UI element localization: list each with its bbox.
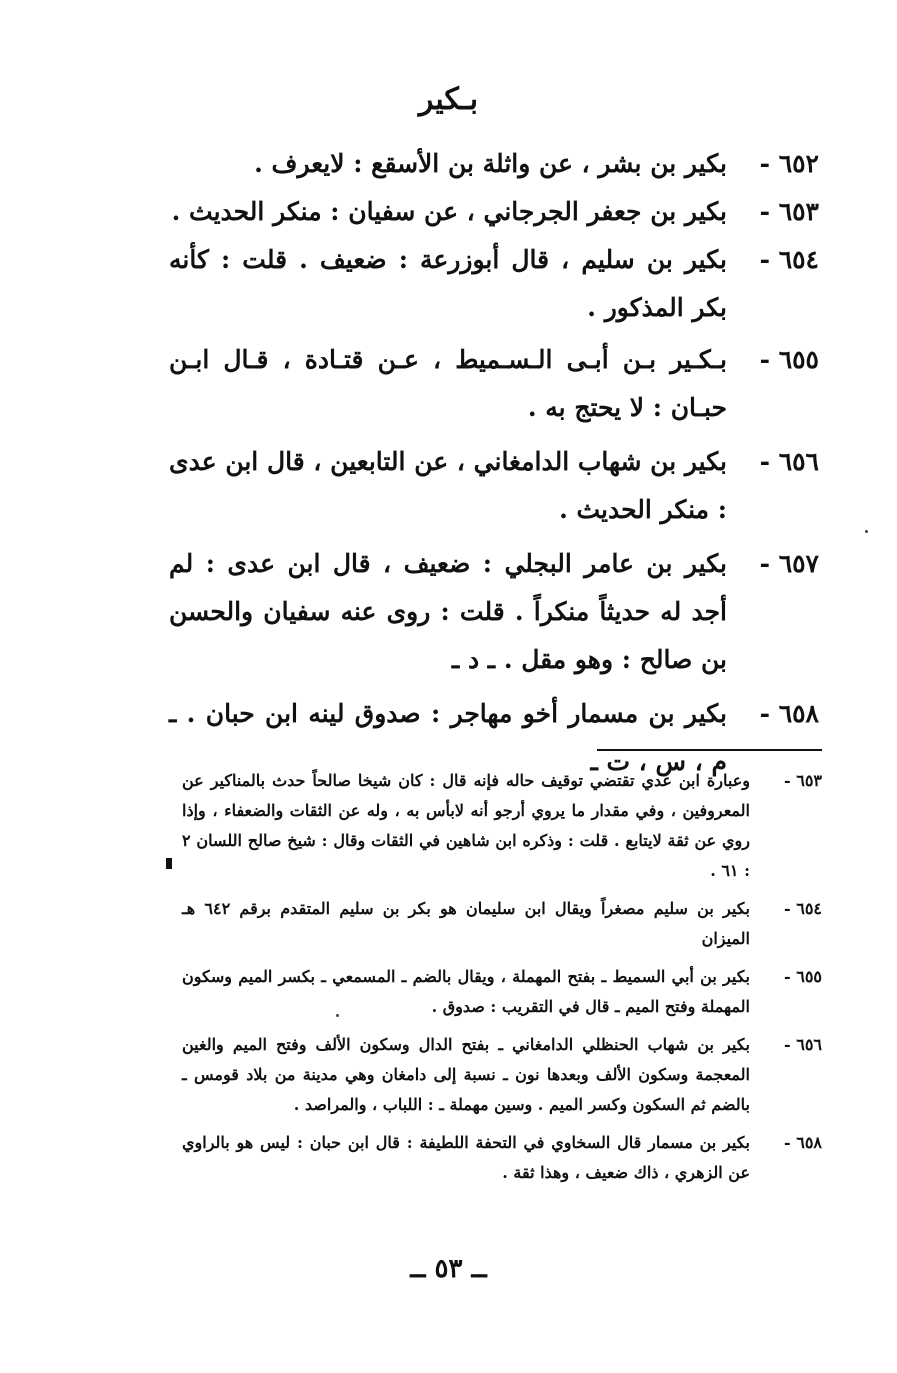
footnotes (182, 766, 822, 1196)
entry-number: ٦٥٦ - (759, 447, 819, 476)
entry-652 (169, 140, 819, 188)
footnote-number: ٦٥٦ - (784, 1035, 822, 1054)
footnote-658 (182, 1128, 822, 1188)
entry-653 (169, 188, 819, 236)
entry-number: ٦٥٣ - (759, 197, 819, 226)
entry-number: ٦٥٥ - (759, 345, 819, 374)
ink-speck (865, 530, 868, 533)
entry-656 (169, 438, 819, 534)
entry-number: ٦٥٤ - (759, 245, 819, 274)
footnote-653 (182, 766, 822, 886)
entry-number: ٦٥٧ - (759, 549, 819, 578)
footnote-number: ٦٥٤ - (784, 899, 822, 918)
ink-mark (166, 858, 172, 869)
entry-text: بكير بن مسمار أخو مهاجر : صدوق لينه ابن حبان . ـ م ، س ، ت ـ (169, 699, 727, 776)
entry-text: بكير بن سليم ، قال أبوزرعة : ضعيف . قلت : كأنه بكر المذكور . (169, 245, 727, 322)
entry-number: ٦٥٨ - (759, 699, 819, 728)
footnote-number: ٦٥٥ - (784, 967, 822, 986)
footnote-656 (182, 1030, 822, 1120)
footnote-text: بكير بن شهاب الحنظلي الدامغاني ـ بفتح الدال وسكون الألف وفتح الميم والغين المعجمة وسكون الألف وبعدها نون ـ نسبة إلى دامغان وهي مدينة من بلاد قومس ـ بالضم ثم السكون وكسر الميم . وسين مهملة ـ : اللباب ، والمراصد . (182, 1035, 751, 1114)
footnote-text: بكير بن أبي السميط ـ بفتح المهملة ، ويقال بالضم ـ المسمعي ـ بكسر الميم وسكون المهملة وفتح الميم ـ قال في التقريب : صدوق . (182, 967, 750, 1016)
footnote-655 (182, 962, 822, 1022)
entry-text: بكير بن عامر البجلي : ضعيف ، قال ابن عدى : لم أجد له حديثاً منكراً . قلت : روى عنه سفيان والحسن بن صالح : وهو مقل . ـ د ـ (169, 549, 727, 674)
footnote-number: ٦٥٣ - (784, 771, 822, 790)
footnote-text: بكير بن مسمار قال السخاوي في التحفة اللطيفة : قال ابن حبان : ليس هو بالراوي عن الزهري ، ذاك ضعيف ، وهذا ثقة . (182, 1133, 750, 1182)
running-header: بـكير (418, 82, 479, 117)
entry-text: بـكـير بـن أبـى الـسـميط ، عـن قتـادة ، قـال ابـن حبـان : لا يحتج به . (169, 345, 727, 422)
entry-text: بكير بن جعفر الجرجاني ، عن سفيان : منكر الحديث . (171, 197, 727, 226)
ink-speck (336, 1014, 339, 1017)
entry-text: بكير بن بشر ، عن واثلة بن الأسقع : لايعرف . (254, 149, 727, 178)
entry-654 (169, 236, 819, 332)
entries-list (169, 140, 819, 786)
entry-text: بكير بن شهاب الدامغاني ، عن التابعين ، قال ابن عدى : منكر الحديث . (169, 447, 727, 524)
entry-655 (169, 336, 819, 432)
footnote-number: ٦٥٨ - (784, 1133, 822, 1152)
page-number: ــ ٥٣ ــ (410, 1254, 487, 1284)
footnote-text: بكير بن سليم مصغراً ويقال ابن سليمان هو بكر بن سليم المتقدم برقم ٦٤٢ هـ الميزان (182, 899, 750, 948)
entry-657 (169, 540, 819, 684)
footnote-text: وعبارة ابن عدي تقتضي توقيف حاله فإنه قال : كان شيخا صالحاً حدث بالمناكير عن المعروفين ، وفي مقدار ما يروي أرجو أنه لابأس به ، وله عن الثقات والضعفاء ، وإذا روي عن ثقة لايتابع . قلت : وذكره ابن شاهين في الثقات وقال : شيخ صالح اللسان ٢ : ٦١ . (182, 771, 750, 880)
footnote-separator (597, 749, 822, 751)
footnote-654 (182, 894, 822, 954)
entry-number: ٦٥٢ - (759, 149, 819, 178)
